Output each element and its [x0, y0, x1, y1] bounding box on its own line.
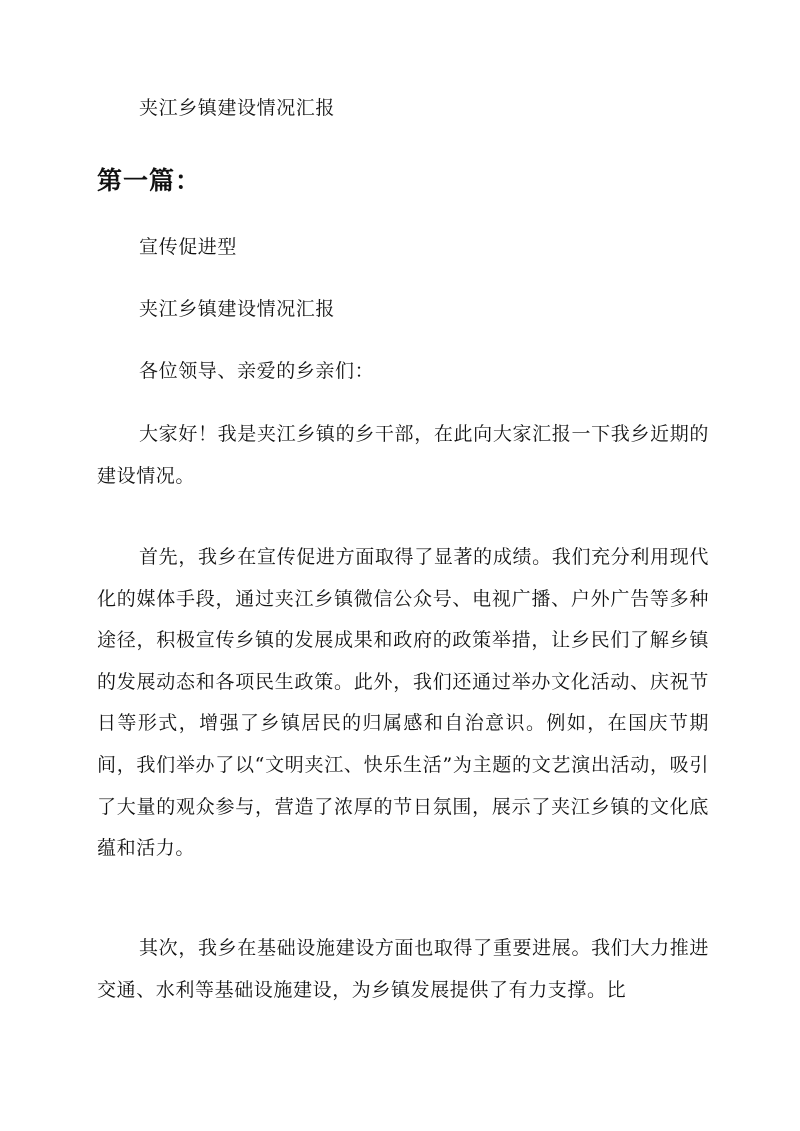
paragraph-greeting: 大家好！我是夹江乡镇的乡干部，在此向大家汇报一下我乡近期的建设情况。 — [97, 423, 709, 487]
paragraph-publicity: 首先，我乡在宣传促进方面取得了显著的成绩。我们充分利用现代化的媒体手段，通过夹江乡镇微信公众号、电视广播、户外广告等多种途径，积极宣传乡镇的发展成果和政府的政策举措，让乡民们了解乡镇的发展动态和各项民生政策。此外，我们还通过举办文化活动、庆祝节日等形式，增强了乡镇居民的归属感和自治意识。例如，在国庆节期间，我们举办了以“文明夹江、快乐生活”为主题的文艺演出活动，吸引了大量的观众参与，营造了浓厚的节日氛围，展示了夹江乡镇的文化底蕴和活力。 — [97, 546, 709, 860]
subtitle-report: 夹江乡镇建设情况汇报 — [139, 298, 336, 320]
section-heading: 第一篇： — [97, 166, 202, 195]
salutation: 各位领导、亲爱的乡亲们： — [139, 360, 375, 382]
paragraph-infrastructure: 其次，我乡在基础设施建设方面也取得了重要进展。我们大力推进交通、水利等基础设施建设，为乡镇发展提供了有力支撑。比 — [97, 937, 709, 1001]
subtitle-type: 宣传促进型 — [139, 236, 238, 258]
document-title: 夹江乡镇建设情况汇报 — [139, 97, 336, 119]
